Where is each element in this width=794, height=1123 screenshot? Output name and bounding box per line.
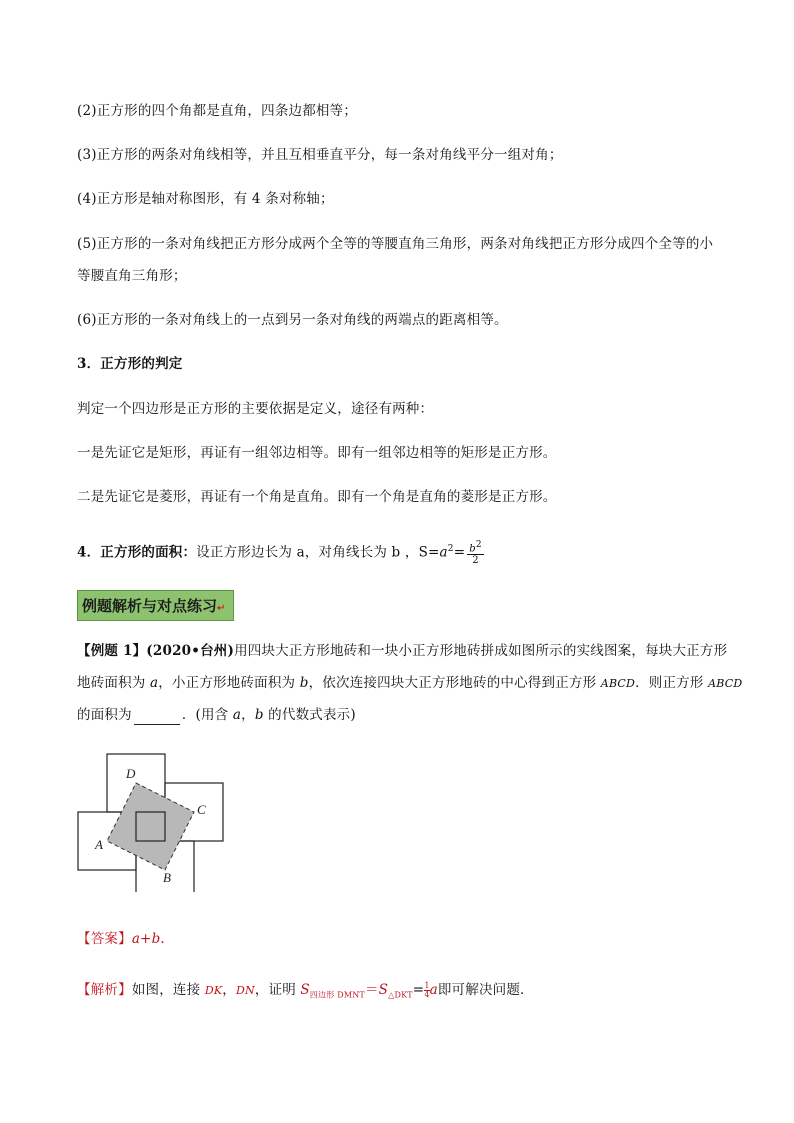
section-3-intro: 判定一个四边形是正方形的主要依据是定义，途径有两种：	[77, 401, 434, 417]
quarter-fraction: $\frac{1}{4}$	[424, 981, 430, 999]
fraction-numerator: b2	[469, 539, 482, 555]
example-1-source: (2020•台州)	[146, 643, 235, 659]
fraction-denominator: 2	[472, 555, 479, 567]
property-5-line2: 等腰直角三角形；	[77, 268, 187, 284]
return-mark: ↵	[217, 603, 226, 614]
property-3: (3)正方形的两条对角线相等，并且互相垂直平分，每一条对角线平分一组对角；	[77, 147, 563, 163]
example-1-tag: 【例题 1】	[77, 643, 147, 659]
section-4-eq: =	[453, 544, 466, 561]
example-1-line1: 【例题 1】(2020•台州)用四块大正方形地砖和一块小正方形地砖拼成如图所示的实线图案，每块大正方形	[77, 643, 728, 659]
tile-figure	[76, 752, 236, 892]
area-fraction	[467, 540, 484, 566]
square-abcd	[107, 783, 194, 870]
label-a: A	[95, 837, 103, 852]
section-4-area	[77, 532, 486, 570]
example-title-label: 例题解析与对点练习	[82, 597, 218, 615]
property-2: (2)正方形的四个角都是直角，四条边都相等；	[77, 103, 358, 119]
answer-blank	[134, 710, 180, 725]
property-5-line1: (5)正方形的一条对角线把正方形分成两个全等的等腰直角三角形，两条对角线把正方形分成四个全等的小	[77, 236, 714, 252]
analysis-tag: 【解析】	[77, 982, 132, 998]
label-c: C	[197, 802, 206, 817]
analysis-line: 【解析】如图，连接 DK，DN，证明 $S_{四边形 DMNT}=S_{\triangle DKT}=$ $\frac{1}{4}$ a即可解决问题．	[77, 981, 534, 1000]
section-4-a: a	[439, 544, 448, 561]
section-3-way2: 二是先证它是菱形，再证有一个角是直角。即有一个角是直角的菱形是正方形。	[77, 489, 557, 505]
answer-value: a+b	[131, 931, 161, 947]
section-4-exp: 2	[447, 544, 454, 554]
label-b: B	[163, 870, 171, 885]
example-section-title	[77, 590, 234, 621]
property-4: (4)正方形是轴对称图形，有 4 条对称轴；	[77, 191, 334, 207]
section-3-way1: 一是先证它是矩形，再证有一组邻边相等。即有一组邻边相等的矩形是正方形。	[77, 445, 557, 461]
example-1-line3: 的面积为 ．(用含 a，b 的代数式表示)	[77, 707, 356, 723]
label-d: D	[126, 766, 136, 781]
example-1-line2: 地砖面积为 a，小正方形地砖面积为 b，依次连接四块大正方形地砖的中心得到正方形 ABCD．则正方形 ABCD	[77, 675, 743, 691]
section-4-heading: 4．正方形的面积：	[77, 544, 197, 561]
answer-line: 【答案】a+b.	[77, 931, 165, 947]
property-6: (6)正方形的一条对角线上的一点到另一条对角线的两端点的距离相等。	[77, 312, 508, 328]
section-3-heading: 3．正方形的判定	[77, 356, 183, 372]
answer-tag: 【答案】	[77, 931, 132, 947]
section-4-text: 设正方形边长为 a，对角线长为 b ，S=	[196, 544, 440, 561]
